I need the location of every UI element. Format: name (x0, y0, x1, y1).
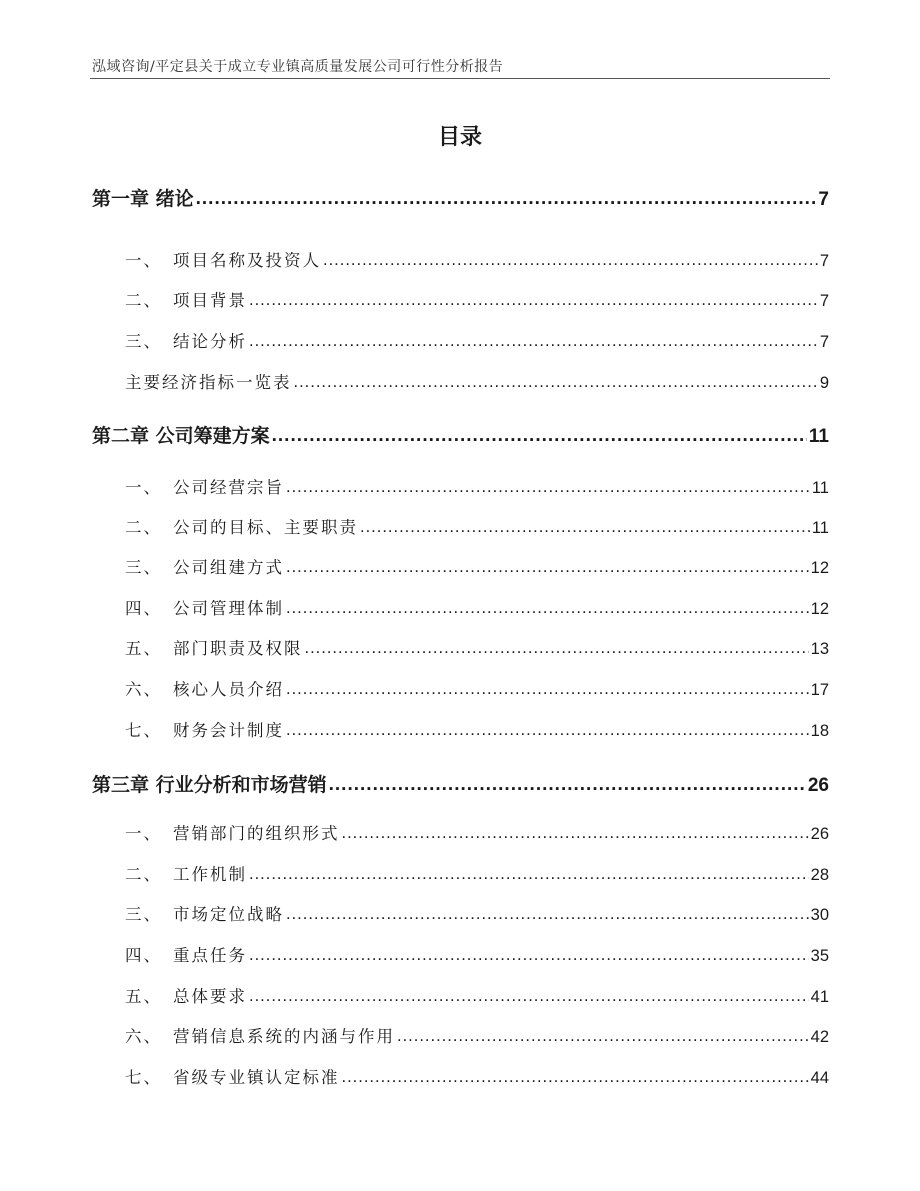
toc-entry-label (92, 942, 247, 966)
toc-section-entry[interactable] (92, 1064, 829, 1088)
toc-entry-text: 工作机制 (173, 865, 247, 884)
toc-entry-number: 三、 (125, 905, 162, 924)
dot-leader (286, 478, 810, 497)
toc-entry-number: 一、 (125, 478, 162, 497)
toc-page-number: 11 (811, 519, 829, 537)
toc-entry-label (92, 474, 284, 498)
toc-entry-label (92, 983, 247, 1007)
toc-page-number: 7 (818, 189, 829, 210)
toc-page-number: 17 (810, 681, 829, 699)
toc-entry-label (92, 820, 340, 844)
dot-leader (323, 251, 818, 270)
toc-section-entry[interactable] (92, 328, 829, 352)
toc-section-entry[interactable] (92, 1023, 829, 1047)
toc-entry-number: 六、 (125, 1027, 162, 1046)
toc-entry-text: 总体要求 (173, 987, 247, 1006)
toc-page-number: 7 (819, 252, 829, 270)
toc-section-entry[interactable] (92, 861, 829, 885)
toc-entry-text: 第三章 行业分析和市场营销 (92, 774, 327, 796)
dot-leader (286, 905, 809, 924)
toc-section-entry[interactable] (92, 983, 829, 1007)
toc-entry-text: 公司管理体制 (173, 599, 284, 618)
page-title: 目录 (437, 125, 482, 150)
toc-page-number: 11 (808, 426, 829, 447)
toc-entry-text: 省级专业镇认定标准 (173, 1068, 340, 1087)
toc-entry-text: 财务会计制度 (173, 721, 284, 740)
toc-page-number: 9 (819, 374, 829, 392)
dot-leader (286, 721, 809, 740)
toc-entry-text: 公司组建方式 (173, 558, 284, 577)
toc-entry-text: 公司经营宗旨 (173, 478, 284, 497)
toc-entry-label (92, 184, 194, 211)
dot-leader (196, 188, 817, 210)
dot-leader (397, 1027, 809, 1046)
table-of-contents (92, 0, 829, 1191)
toc-entry-label (92, 1023, 395, 1047)
toc-entry-number: 三、 (125, 558, 162, 577)
dot-leader (272, 425, 807, 447)
toc-entry-text: 公司的目标、主要职责 (173, 518, 358, 537)
dot-leader (342, 1068, 809, 1087)
toc-section-entry[interactable] (92, 369, 829, 393)
toc-section-entry[interactable] (92, 901, 829, 925)
toc-entry-label (92, 676, 284, 700)
dot-leader (249, 291, 818, 310)
toc-page-number: 42 (810, 1028, 829, 1046)
toc-entry-label (92, 554, 284, 578)
toc-entry-label (92, 247, 321, 271)
toc-page-number: 26 (810, 825, 829, 843)
toc-entry-label (92, 369, 292, 393)
dot-leader (342, 824, 809, 843)
toc-page-number: 41 (810, 988, 829, 1006)
toc-page-number: 11 (811, 479, 829, 497)
toc-section-entry[interactable] (92, 514, 829, 538)
toc-entry-number: 七、 (125, 1068, 162, 1087)
toc-entry-text: 核心人员介绍 (173, 680, 284, 699)
toc-entry-number: 三、 (125, 332, 162, 351)
dot-leader (286, 599, 809, 618)
toc-entry-label (92, 421, 270, 448)
toc-entry-label (92, 328, 247, 352)
dot-leader (249, 332, 818, 351)
toc-page-number: 30 (810, 906, 829, 924)
toc-section-entry[interactable] (92, 287, 829, 311)
toc-entry-number: 五、 (125, 987, 162, 1006)
toc-section-entry[interactable] (92, 635, 829, 659)
dot-leader (286, 558, 809, 577)
toc-entry-number: 二、 (125, 865, 162, 884)
toc-entry-label (92, 595, 284, 619)
toc-section-entry[interactable] (92, 942, 829, 966)
toc-entry-label (92, 1064, 340, 1088)
toc-entry-text: 项目背景 (173, 291, 247, 310)
running-header: 泓域咨询/平定县关于成立专业镇高质量发展公司可行性分析报告 (92, 59, 504, 75)
toc-entry-label (92, 635, 303, 659)
toc-page-number: 18 (810, 722, 829, 740)
toc-page-number: 7 (819, 292, 829, 310)
toc-section-entry[interactable] (92, 820, 829, 844)
toc-entry-text: 第二章 公司筹建方案 (92, 425, 270, 447)
toc-chapter-entry[interactable] (92, 421, 829, 448)
toc-entry-text: 市场定位战略 (173, 905, 284, 924)
toc-entry-label (92, 287, 247, 311)
toc-entry-text: 营销部门的组织形式 (173, 824, 340, 843)
toc-entry-label (92, 770, 327, 797)
toc-section-entry[interactable] (92, 595, 829, 619)
toc-entry-number: 二、 (125, 518, 162, 537)
toc-entry-label (92, 861, 247, 885)
toc-entry-number: 四、 (125, 946, 162, 965)
dot-leader (329, 774, 806, 796)
toc-chapter-entry[interactable] (92, 770, 829, 797)
toc-entry-text: 重点任务 (173, 946, 247, 965)
toc-chapter-entry[interactable] (92, 184, 829, 211)
toc-entry-label (92, 717, 284, 741)
dot-leader (249, 946, 809, 965)
toc-entry-number: 一、 (125, 824, 162, 843)
toc-section-entry[interactable] (92, 717, 829, 741)
toc-entry-number: 七、 (125, 721, 162, 740)
toc-entry-number: 二、 (125, 291, 162, 310)
toc-page-number: 26 (807, 775, 829, 796)
toc-page-number: 7 (819, 333, 829, 351)
dot-leader (249, 865, 809, 884)
toc-entry-text: 部门职责及权限 (173, 639, 303, 658)
toc-section-entry[interactable] (92, 554, 829, 578)
toc-entry-number: 五、 (125, 639, 162, 658)
toc-entry-text: 主要经济指标一览表 (125, 373, 292, 392)
dot-leader (305, 639, 809, 658)
toc-entry-text: 结论分析 (173, 332, 247, 351)
toc-page-number: 28 (810, 866, 829, 884)
toc-section-entry[interactable] (92, 247, 829, 271)
toc-page-number: 44 (810, 1069, 829, 1087)
toc-entry-number: 四、 (125, 599, 162, 618)
dot-leader (360, 518, 810, 537)
dot-leader (286, 680, 809, 699)
toc-entry-text: 项目名称及投资人 (173, 251, 321, 270)
toc-entry-text: 营销信息系统的内涵与作用 (173, 1027, 395, 1046)
toc-page-number: 12 (810, 600, 829, 618)
dot-leader (294, 373, 818, 392)
toc-page-number: 13 (810, 640, 829, 658)
toc-section-entry[interactable] (92, 474, 829, 498)
toc-page-number: 35 (810, 947, 829, 965)
toc-entry-label (92, 901, 284, 925)
toc-entry-text: 第一章 绪论 (92, 188, 194, 210)
toc-page-number: 12 (810, 559, 829, 577)
toc-entry-number: 一、 (125, 251, 162, 270)
toc-entry-number: 六、 (125, 680, 162, 699)
toc-entry-label (92, 514, 358, 538)
toc-section-entry[interactable] (92, 676, 829, 700)
dot-leader (249, 987, 809, 1006)
